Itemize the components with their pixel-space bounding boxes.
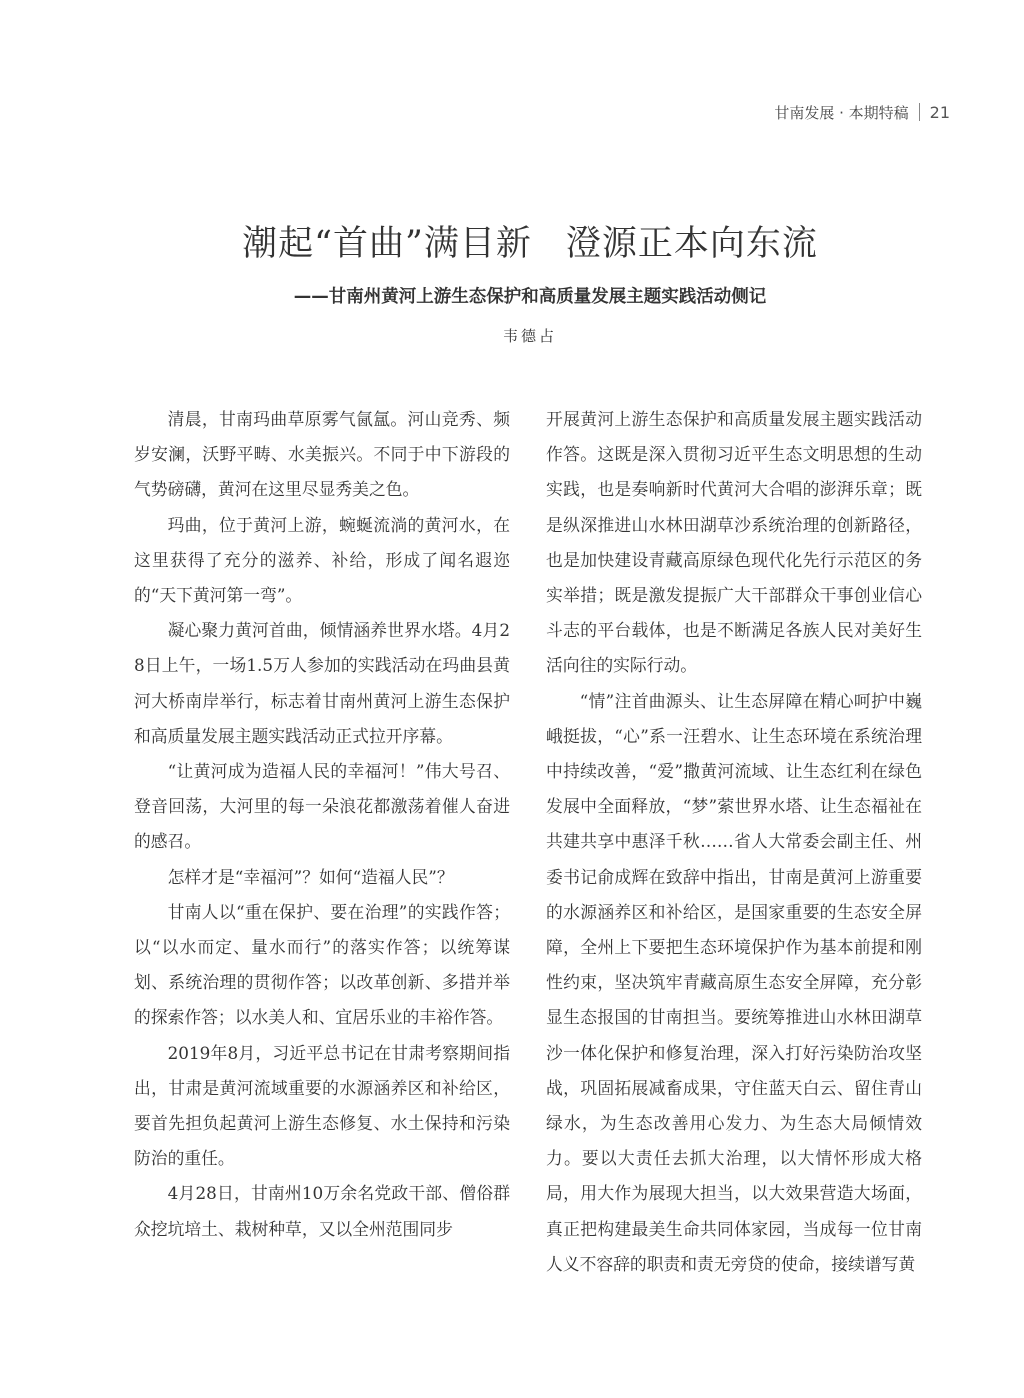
running-header [774, 101, 950, 123]
title-part-1: 潮起“首曲”满目新 [242, 224, 532, 264]
left-column [134, 402, 510, 1247]
paragraph: 玛曲，位于黄河上游，蜿蜒流淌的黄河水，在这里获得了充分的滋养、补给，形成了闻名遐迩的“天下黄河第一弯”。 [134, 514, 510, 606]
paragraph: 甘南人以“重在保护、要在治理”的实践作答；以“以水而定、量水而行”的落实作答；以统筹谋划、系统治理的贯彻作答；以改革创新、多措并举的探索作答；以水美人和、宜居乐业的丰裕作答。 [134, 901, 510, 1028]
paragraph: 清晨，甘南玛曲草原雾气氤氲。河山竞秀、频岁安澜，沃野平畴、水美振兴。不同于中下游段的气势磅礴，黄河在这里尽显秀美之色。 [134, 409, 510, 500]
page-number: 21 [929, 102, 950, 122]
article-title [0, 216, 1024, 266]
paragraph: 2019年8月，习近平总书记在甘肃考察期间指出，甘肃是黄河流域重要的水源涵养区和补给区，要首先担负起黄河上游生态修复、水土保持和污染防治的重任。 [134, 1042, 510, 1169]
paragraph: 凝心聚力黄河首曲，倾情涵养世界水塔。4月28日上午，一场1.5万人参加的实践活动在玛曲县黄河大桥南岸举行，标志着甘南州黄河上游生态保护和高质量发展主题实践活动正式拉开序幕。 [134, 620, 510, 746]
paragraph: “让黄河成为造福人民的幸福河！”伟大号召、登音回荡，大河里的每一朵浪花都激荡着催人奋进的感召。 [134, 761, 510, 852]
paragraph: “情”注首曲源头、让生态屏障在精心呵护中巍峨挺拔，“心”系一汪碧水、让生态环境在系统治理中持续改善，“爱”撒黄河流域、让生态红利在绿色发展中全面释放，“梦”萦世界水塔、让生态福祉在共建共享中惠泽千秋……省人大常委会副主任、州委书记俞成辉在致辞中指出，甘南是黄河上游重要的水源涵养区和补给区，是国家重要的生态安全屏障，全州上下要把生态环境保护作为基本前提和刚性约束，坚决筑牢青藏高原生态安全屏障，充分彰显生态报国的甘南担当。要统筹推进山水林田湖草沙一体化保护和修复治理，深入打好污染防治攻坚战，巩固拓展减畜成果，守住蓝天白云、留住青山绿水，为生态改善用心发力、为生态大局倾情效力。要以大责任去抓大治理，以大情怀形成大格局，用大作为展现大担当，以大效果营造大场面，真正把构建最美生命共同体家园，当成每一位甘南人义不容辞的职责和责无旁贷的使命，接续谱写黄 [546, 690, 922, 1274]
paragraph: 怎样才是“幸福河”？如何“造福人民”？ [167, 866, 454, 887]
paragraph-continued: 开展黄河上游生态保护和高质量发展主题实践活动作答。这既是深入贯彻习近平生态文明思想的生动实践，也是奏响新时代黄河大合唱的澎湃乐章；既是纵深推进山水林田湖草沙系统治理的创新路径，也是加快建设青藏高原绿色现代化先行示范区的务实举措；既是激发提振广大干部群众干事创业信心斗志的平台载体，也是不断满足各族人民对美好生活向往的实际行动。 [546, 409, 922, 676]
paragraph: 4月28日，甘南州10万余名党政干部、僧俗群众挖坑培土、栽树种草，又以全州范围同步 [134, 1183, 510, 1239]
section-label: 甘南发展 · 本期特稿 [774, 103, 909, 122]
right-column [546, 402, 922, 1282]
title-part-2: 澄源正本向东流 [565, 224, 818, 264]
article-subtitle: ——甘南州黄河上游生态保护和高质量发展主题实践活动侧记 [293, 287, 767, 307]
header-divider [919, 103, 920, 121]
article-author: 韦德占 [502, 327, 557, 345]
